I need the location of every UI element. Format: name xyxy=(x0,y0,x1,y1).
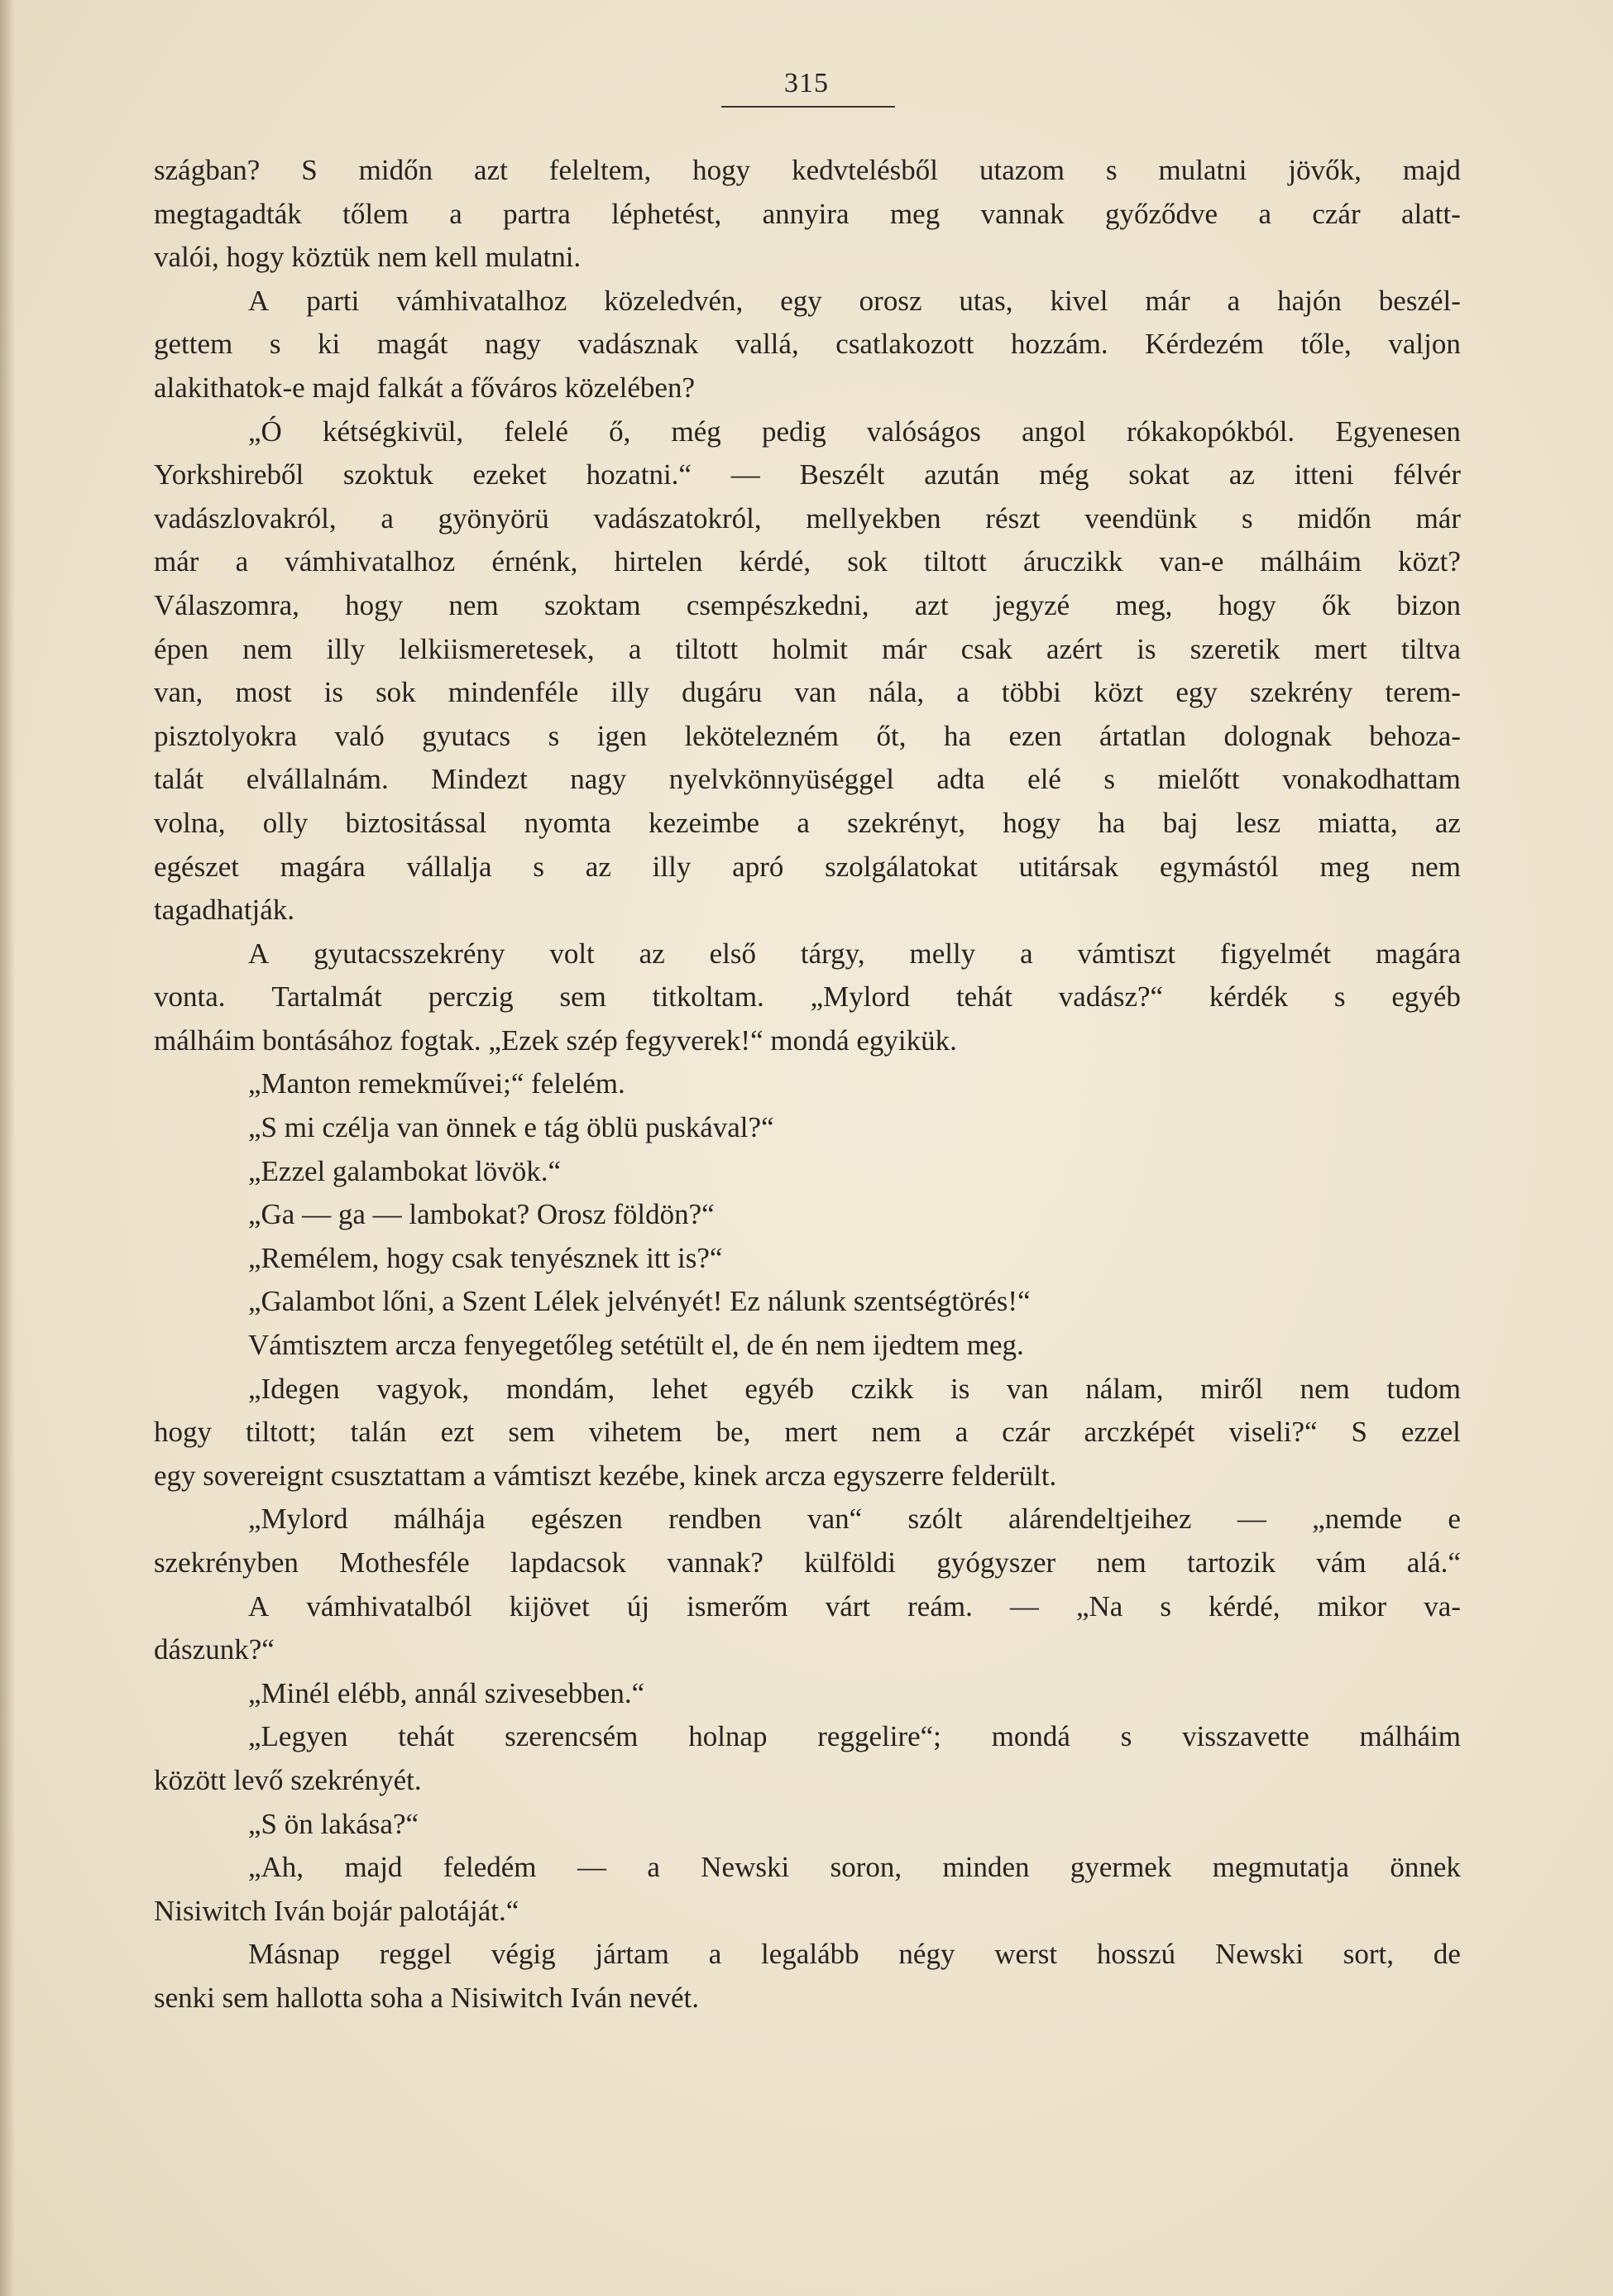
text-line: „Idegen vagyok, mondám, lehet egyéb czikk is van nálam, miről nem tudom xyxy=(248,1372,1461,1405)
text-line: szekrényben Mothesféle lapdacsok vannak? külföldi gyógyszer nem tartozik vám alá.“ xyxy=(154,1546,1461,1579)
text-line: megtagadták tőlem a partra léphetést, annyira meg vannak győződve a czár alatt- xyxy=(154,197,1461,230)
text-line: dászunk?“ xyxy=(154,1633,275,1666)
body-text xyxy=(154,149,1461,2020)
text-line: „Ah, majd feledém — a Newski soron, minden gyermek megmutatja önnek xyxy=(248,1851,1461,1884)
text-line: között levő szekrényét. xyxy=(154,1763,422,1796)
text-line: volna, olly biztositással nyomta kezeimbe a szekrényt, hogy ha baj lesz miatta, az xyxy=(154,806,1461,839)
spine-shadow xyxy=(0,0,15,2296)
text-line: szágban? S midőn azt feleltem, hogy kedvtelésből utazom s mulatni jövők, majd xyxy=(154,154,1461,186)
text-line: A gyutacsszekrény volt az első tárgy, melly a vámtiszt figyelmét magára xyxy=(248,937,1461,970)
text-line: már a vámhivatalhoz érnénk, hirtelen kérdé, sok tiltott áruczikk van-e málháim közt? xyxy=(154,545,1461,578)
text-line: „Remélem, hogy csak tenyésznek itt is?“ xyxy=(248,1241,723,1274)
page-number-rule xyxy=(721,106,895,108)
text-line: pisztolyokra való gyutacs s igen lekötelezném őt, ha ezen ártatlan dolognak behoza- xyxy=(154,719,1461,752)
text-line: „Mylord málhája egészen rendben van“ szólt alárendeltjeihez — „nemde e xyxy=(248,1503,1461,1536)
text-line: valói, hogy köztük nem kell mulatni. xyxy=(154,241,582,274)
text-line: hogy tiltott; talán ezt sem vihetem be, mert nem a czár arczképét viseli?“ S ezzel xyxy=(154,1416,1461,1449)
text-line: egészet magára vállalja s az illy apró szolgálatokat utitársak egymástól meg nem xyxy=(154,850,1461,883)
text-line: A parti vámhivatalhoz közeledvén, egy orosz utas, kivel már a hajón beszél- xyxy=(248,284,1461,317)
text-line: Válaszomra, hogy nem szoktam csempészkedni, azt jegyzé meg, hogy ők bizon xyxy=(154,588,1461,621)
text-line: tagadhatják. xyxy=(154,894,295,927)
text-line: „S mi czélja van önnek e tág öblü puskával?“ xyxy=(248,1111,774,1144)
text-line: vadászlovakról, a gyönyörü vadászatokról, mellyekben részt veendünk s midőn már xyxy=(154,501,1461,534)
text-line: A vámhivatalból kijövet új ismerőm várt reám. — „Na s kérdé, mikor va- xyxy=(248,1589,1461,1623)
text-line: épen nem illy lelkiismeretesek, a tiltott holmit már csak azért is szeretik mert tiltva xyxy=(154,632,1461,665)
text-line: „Galambot lőni, a Szent Lélek jelvényét! Ez nálunk szentségtörés!“ xyxy=(248,1285,1031,1318)
text-line: „Ezzel galambokat lövök.“ xyxy=(248,1154,562,1187)
text-line: Vámtisztem arcza fenyegetőleg setétült el, de én nem ijedtem meg. xyxy=(248,1329,1024,1362)
text-line: van, most is sok mindenféle illy dugáru van nála, a többi közt egy szekrény terem- xyxy=(154,676,1461,709)
text-line: gettem s ki magát nagy vadásznak vallá, csatlakozott hozzám. Kérdezém tőle, valjon xyxy=(154,328,1461,361)
text-line: „Manton remekművei;“ felelém. xyxy=(248,1067,625,1100)
text-line: Másnap reggel végig jártam a legalább négy werst hosszú Newski sort, de xyxy=(248,1938,1461,1971)
text-line: egy sovereignt csusztattam a vámtiszt kezébe, kinek arcza egyszerre felderült. xyxy=(154,1459,1057,1492)
text-line: Nisiwitch Iván bojár palotáját.“ xyxy=(154,1894,519,1927)
text-line: „S ön lakása?“ xyxy=(248,1807,419,1840)
text-line: talát elvállalnám. Mindezt nagy nyelvkönnyüséggel adta elé s mielőtt vonakodhattam xyxy=(154,763,1461,796)
text-line: „Ga — ga — lambokat? Orosz földön?“ xyxy=(248,1198,715,1231)
page-number: 315 xyxy=(784,68,829,98)
text-line: „Legyen tehát szerencsém holnap reggelire“; mondá s visszavette málháim xyxy=(248,1720,1461,1753)
text-line: „Minél elébb, annál szivesebben.“ xyxy=(248,1676,645,1709)
text-line: alakithatok-e majd falkát a főváros közelében? xyxy=(154,371,695,404)
text-line: senki sem hallotta soha a Nisiwitch Iván nevét. xyxy=(154,1981,700,2014)
text-line: vonta. Tartalmát perczig sem titkoltam. „Mylord tehát vadász?“ kérdék s egyéb xyxy=(154,980,1461,1014)
text-line: Yorkshireből szoktuk ezeket hozatni.“ — Beszélt azután még sokat az itteni félvér xyxy=(154,458,1461,491)
text-line: málháim bontásához fogtak. „Ezek szép fegyverek!“ mondá egyikük. xyxy=(154,1023,957,1057)
text-line: „Ó kétségkivül, felelé ő, még pedig valóságos angol rókakopókból. Egyenesen xyxy=(248,415,1461,448)
